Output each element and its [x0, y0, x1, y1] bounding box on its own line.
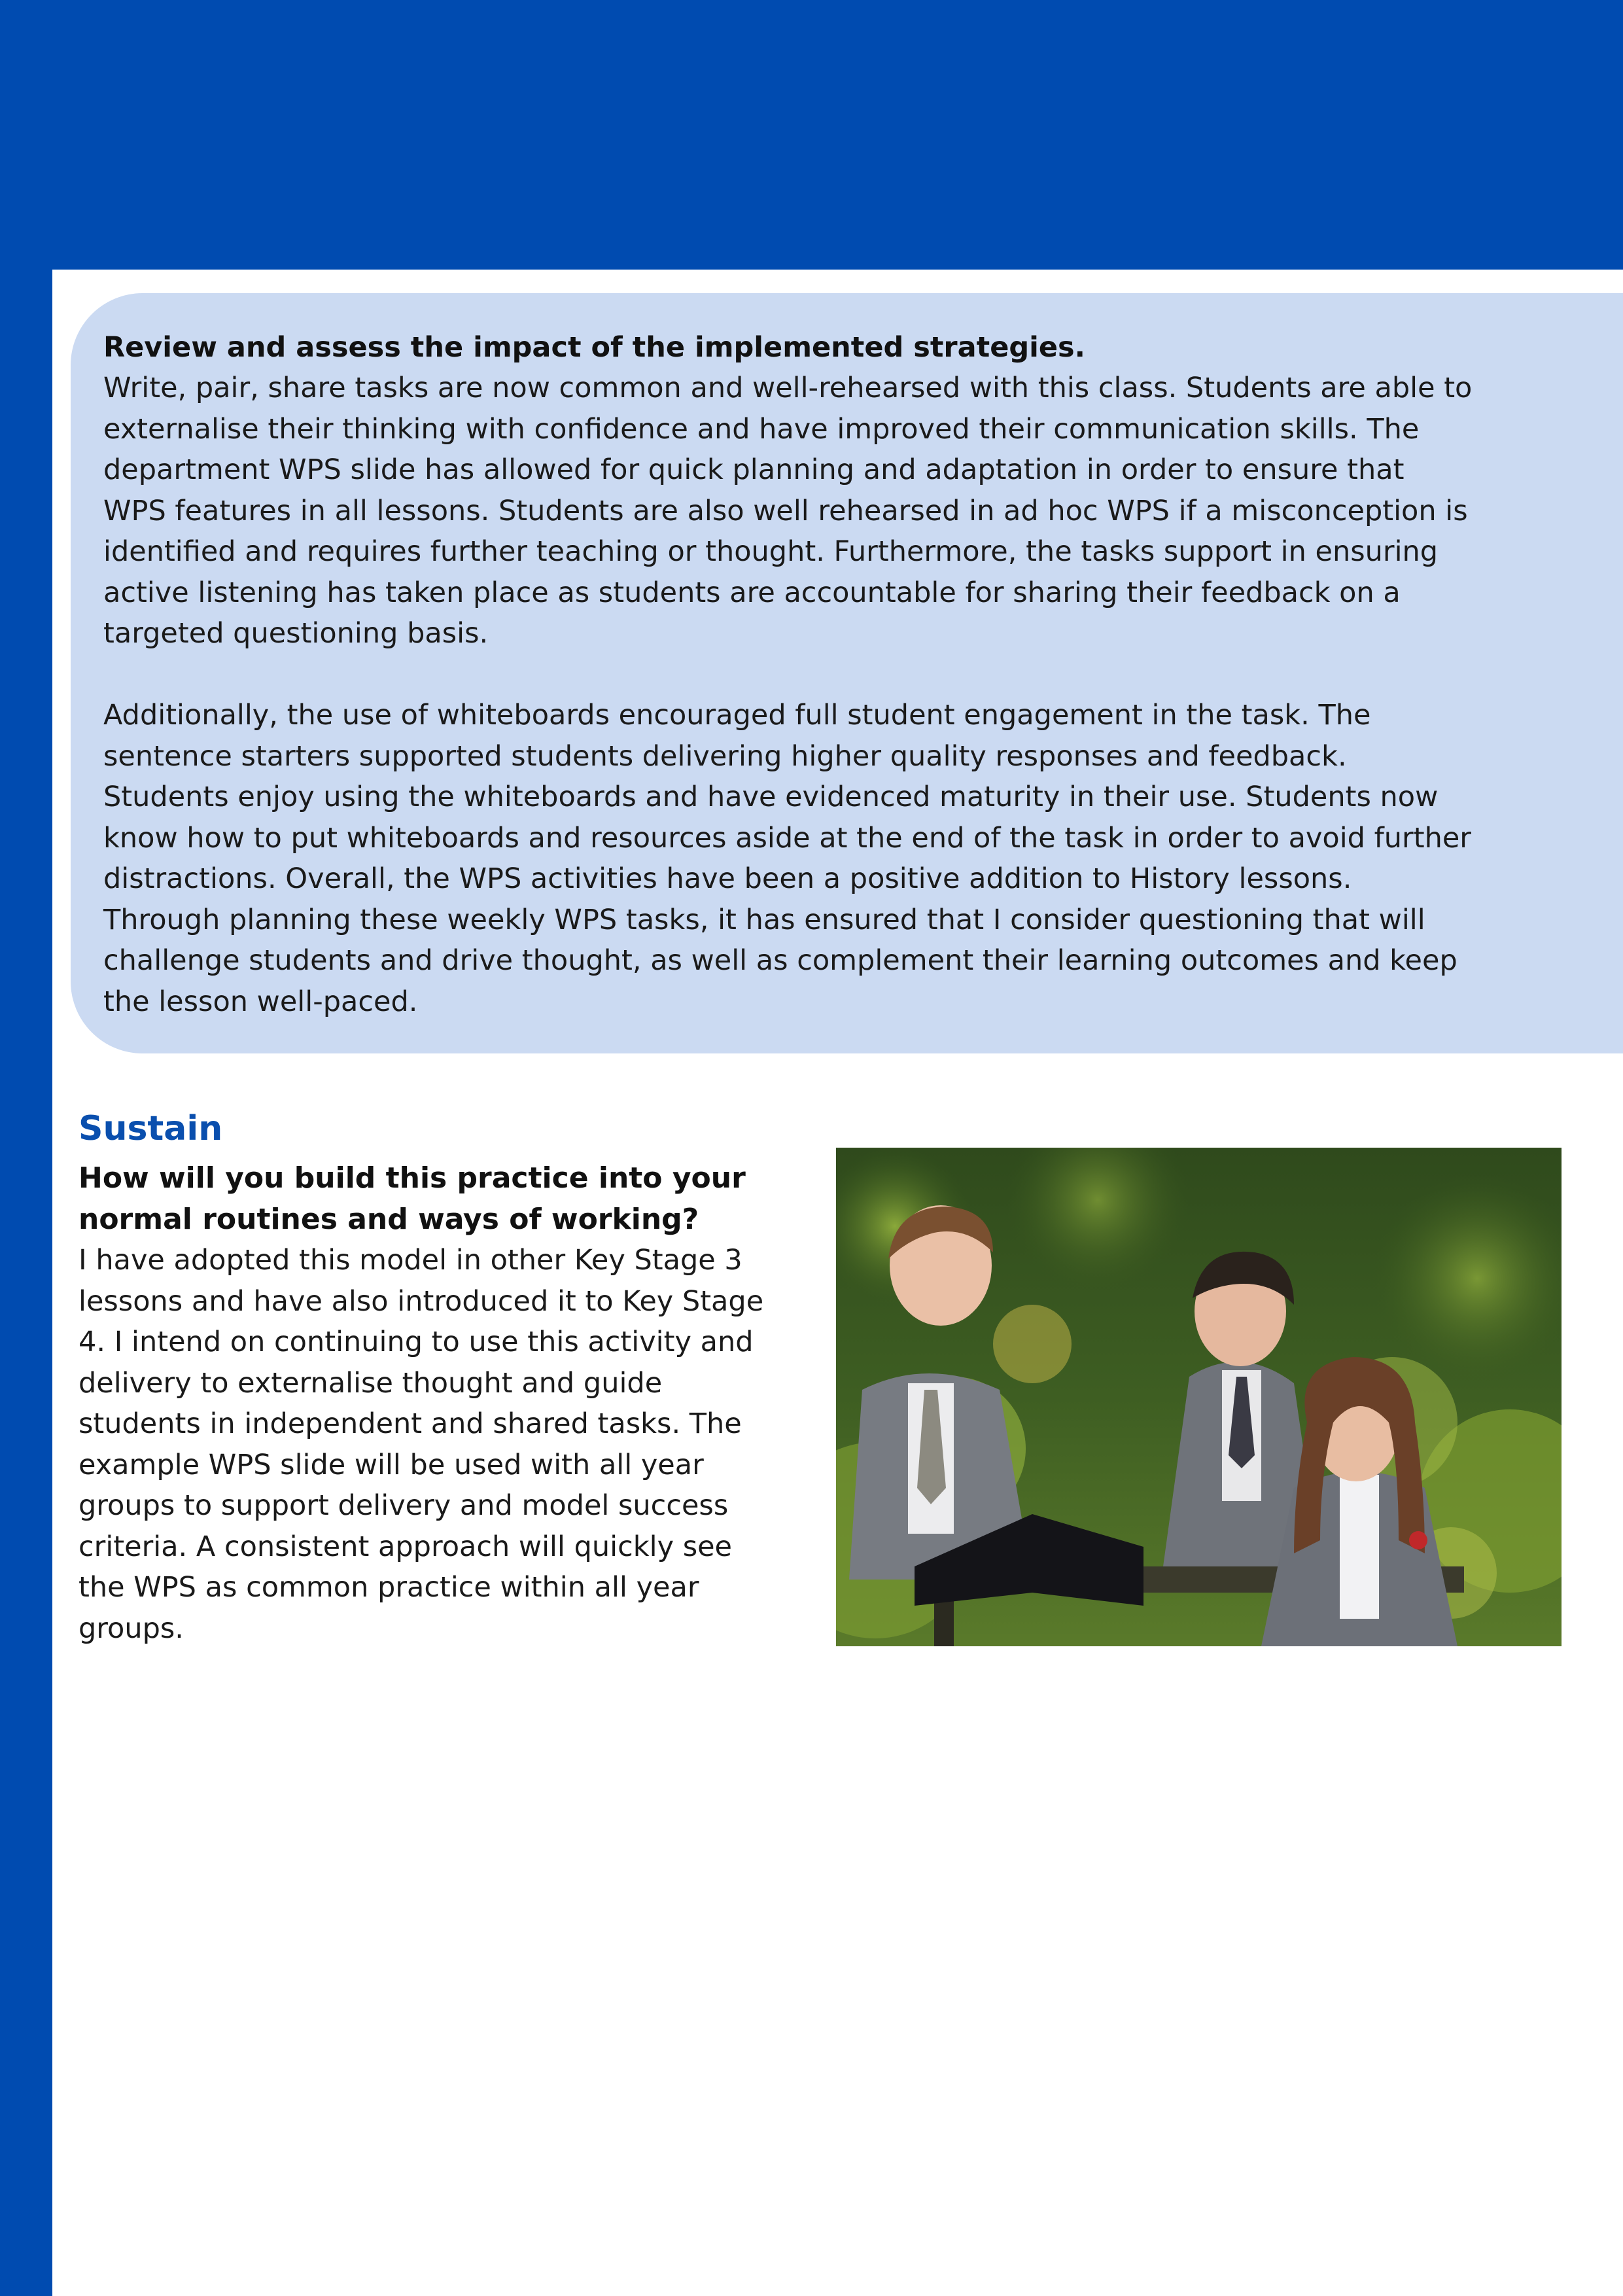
- students-photo-illustration: [836, 1148, 1562, 1646]
- sustain-body: I have adopted this model in other Key Stage 3 lessons and have also introduced it to Key Stage 4. I intend on continuing to use this activity and delivery to externalise thought and guide students in independent and shared tasks. The example WPS slide will be used with all year groups to support delivery and model success criteria. A consistent approach will quickly see the WPS as common practice within all year groups.: [79, 1244, 764, 1645]
- review-paragraph-1: Write, pair, share tasks are now common and well-rehearsed with this class. Students are able to externalise their thinking with confidence and have improved their communication skills. The department WPS slide has allowed for quick planning and adaptation in order to ensure that WPS features in all lessons. Students are also well rehearsed in ad hoc WPS if a misconception is identified and requires further teaching or thought. Furthermore, the tasks support in ensuring active listening has taken place as students are accountable for sharing their feedback on a targeted questioning basis.: [103, 372, 1473, 650]
- students-photo: [836, 1148, 1562, 1646]
- review-paragraph-2: Additionally, the use of whiteboards encouraged full student engagement in the task. The sentence starters supported students delivering higher quality responses and feedback. Students enjoy using the whiteboards and have evidenced maturity in their use. Students now know how to put whiteboards and resources aside at the end of the task in order to avoid further distractions. Overall, the WPS activities have been a positive addition to History lessons. Through planning these weekly WPS tasks, it has ensured that I consider questioning that will challenge students and drive thought, as well as complement their learning outcomes and keep the lesson well-paced.: [103, 699, 1471, 1018]
- sustain-question: How will you build this practice into your normal routines and ways of working?: [79, 1161, 746, 1236]
- sustain-heading: Sustain: [79, 1109, 223, 1148]
- header-band: [0, 0, 1623, 270]
- left-accent-bar: [0, 270, 52, 2296]
- review-title: Review and assess the impact of the implemented strategies.: [103, 331, 1085, 364]
- review-panel: [71, 293, 1623, 1053]
